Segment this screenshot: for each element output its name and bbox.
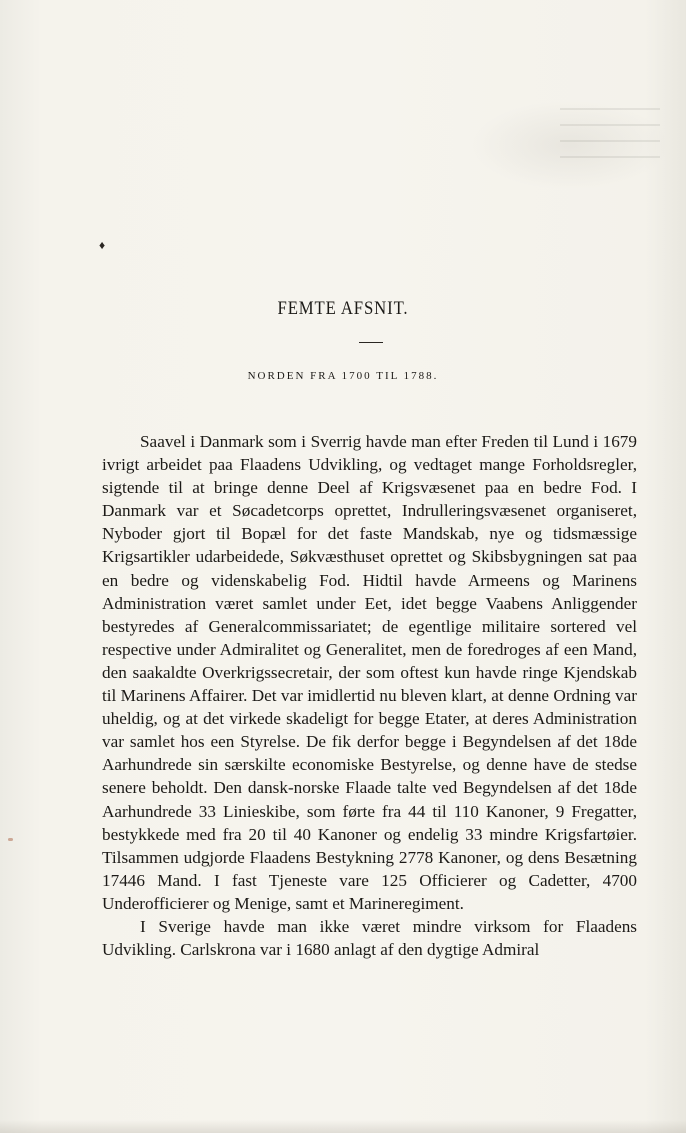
printer-ornament: ♦ — [99, 238, 106, 252]
title-divider — [359, 342, 383, 343]
page-bottom-edge — [0, 1120, 686, 1133]
paragraph: I Sverige havde man ikke været mindre virksom for Flaadens Udvikling. Carlskrona var i 1680 anlagt af den dygtige Admiral — [102, 916, 637, 960]
margin-mark — [8, 838, 13, 841]
show-through-lines — [560, 108, 660, 172]
body-text — [102, 430, 637, 961]
paragraph: Saavel i Danmark som i Sverrig havde man efter Freden til Lund i 1679 ivrigt arbeidet paa Flaadens Udvikling, og vedtaget mange Forholdsregler, sigtende til at bringe denne Deel af Krigsvæsenet paa en bedre Fod. I Danmark var et Søcadetcorps oprettet, Indrulleringsvæsenet organiseret, Nyboder gjort til Bopæl for det faste Mandskab, nye og tidsmæssige Krigsartikler udarbeidede, Søkvæsthuset oprettet og Skibsbygningen sat paa en bedre og videnskabelig Fod. Hidtil havde Armeens og Marinens Administration været samlet under Eet, idet begge Vaabens Anliggender bestyredes af Generalcommissariatet; de egentlige militaire sortered vel respective under Admiralitet og Generalitet, men de foredroges af een Mand, den saakaldte Overkrigssecretair, der som oftest kun havde ringe Kjendskab til Marinens Affairer. Det var imidlertid nu bleven klart, at denne Ordning var uheldig, og at det virkede skadeligt for begge Etater, at deres Administration var samlet hos een Styrelse. De fik derfor begge i Begyndelsen af det 18de Aarhundrede sin særskilte economiske Bestyrelse, og denne have de stedse senere beholdt. Den dansk-norske Flaade talte ved Begyndelsen af det 18de Aarhundrede 33 Linieskibe, som førte fra 44 til 110 Kanoner, 9 Fregatter, bestykkede med fra 20 til 40 Kanoner og endelig 33 mindre Krigsfartøier. Tilsammen udgjorde Flaadens Bestykning 2778 Kanoner, og dens Besætning 17446 Mand. I fast Tjeneste vare 125 Officierer og Cadetter, 4700 Underofficierer og Menige, samt et Marineregiment. — [102, 432, 637, 913]
chapter-title: FEMTE AFSNIT. — [277, 297, 409, 319]
chapter-subtitle: NORDEN FRA 1700 TIL 1788. — [247, 370, 439, 382]
